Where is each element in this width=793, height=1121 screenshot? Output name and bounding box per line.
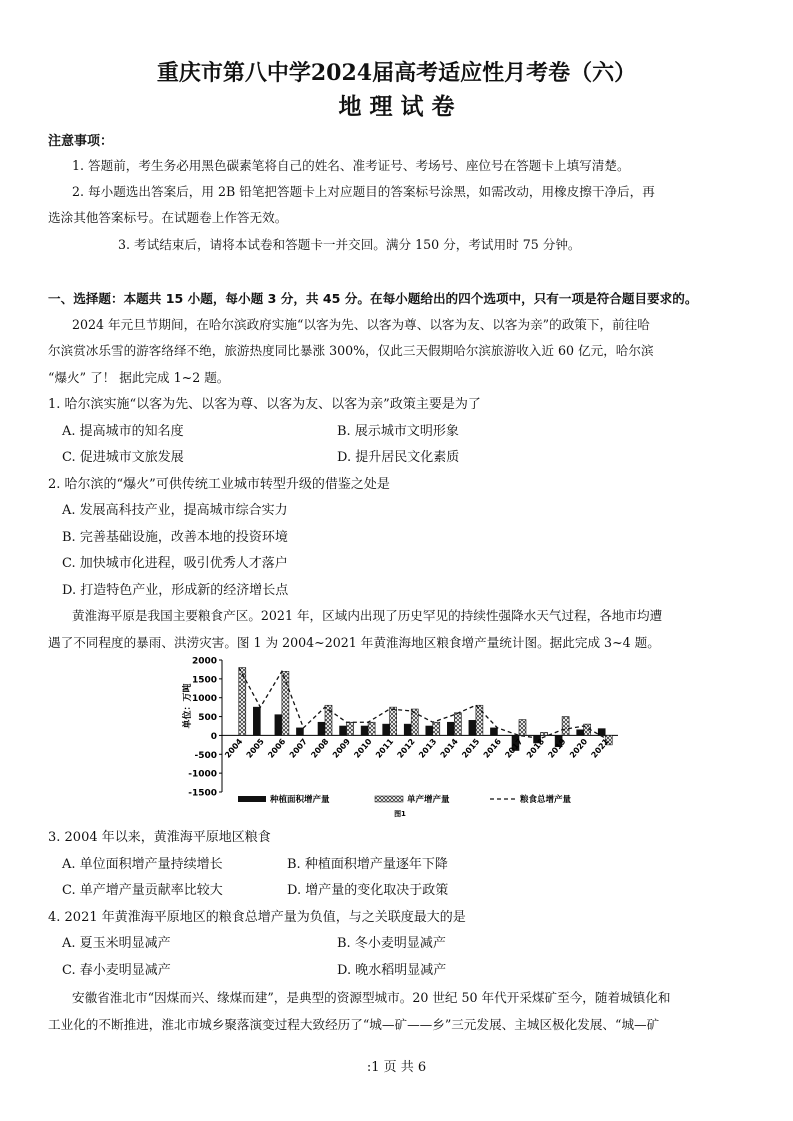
total-line: [239, 668, 605, 739]
notes-heading: 注意事项：: [48, 134, 114, 149]
passage-line: 黄淮海平原是我国主要粮食产区。2021 年，区域内出现了历史罕见的持续性强降水天气过程，各地市均遭: [72, 608, 663, 623]
passage-line: 尔滨赏冰乐雪的游客络绎不绝，旅游热度同比暴涨 300%，仅此三天假期哈尔滨旅游收入近 60 亿元，哈尔滨: [48, 343, 654, 358]
note-item: 选涂其他答案标号。在试题卷上作答无效。: [48, 210, 288, 225]
option-d: D. 增产量的变化取决于政策: [287, 883, 449, 898]
area-bar: [447, 722, 454, 735]
x-tick-label: 2020: [567, 736, 590, 760]
note-item: 3. 考试结束后，请将本试卷和答题卡一并交回。满分 150 分，考试用时 75 分钟。: [118, 237, 581, 252]
option-b: B. 冬小麦明显减产: [337, 936, 446, 951]
x-tick-label: 2010: [352, 736, 374, 760]
legend-label-yield: 单产增产量: [407, 795, 450, 805]
yield-bar: [562, 717, 569, 736]
y-tick-label: 2000: [191, 656, 217, 667]
area-bar: [383, 724, 390, 735]
x-tick-label: 2008: [309, 736, 331, 760]
x-tick-label: 2016: [481, 736, 503, 760]
x-tick-label: 2014: [438, 736, 460, 760]
page-title: 重庆市第八中学2024届高考适应性月考卷（六）: [156, 60, 637, 86]
question-stem: 1. 哈尔滨实施“以客为先、以客为尊、以客为友、以客为亲”政策主要是为了: [48, 397, 481, 412]
area-bar: [598, 729, 605, 736]
x-tick-label: 2005: [244, 736, 266, 760]
option-b: B. 种植面积增产量逐年下降: [287, 857, 448, 872]
note-item: 2. 每小题选出答案后，用 2B 铅笔把答题卡上对应题目的答案标号涂黑，如需改动，用橡皮擦干净后，再: [72, 184, 655, 199]
y-tick-label: 500: [198, 713, 217, 724]
question-stem: 3. 2004 年以来，黄淮海平原地区粮食: [48, 830, 271, 845]
yield-bar: [239, 668, 246, 736]
x-tick-label: 2004: [223, 736, 245, 760]
yield-bar: [433, 722, 440, 735]
yield-bar: [368, 722, 375, 735]
option-a: A. 提高城市的知名度: [62, 424, 184, 439]
section-heading: 一、选择题：本题共 15 小题，每小题 3 分，共 45 分。在每小题给出的四个选项中，只有一项是符合题目要求的。: [48, 291, 698, 306]
area-bar: [426, 726, 433, 735]
legend-label-area: 种植面积增产量: [270, 795, 330, 805]
yield-bar: [476, 705, 483, 735]
area-bar: [296, 728, 303, 736]
option-a: A. 发展高科技产业，提高城市综合实力: [62, 503, 288, 518]
option-b: B. 完善基础设施，改善本地的投资环境: [62, 530, 288, 545]
page-number: :1 页 共 6: [366, 1060, 427, 1075]
x-tick-label: 2019: [546, 736, 568, 760]
area-bar: [340, 726, 347, 735]
yield-bar: [347, 722, 354, 735]
passage-line: 工业化的不断推进，淮北市城乡聚落演变过程大致经历了“城—矿——乡”三元发展、主城区极化发展、“城—矿: [48, 1017, 660, 1032]
y-tick-label: -1500: [188, 788, 217, 799]
y-axis-label: 单位：万吨: [183, 683, 193, 729]
note-item: 1. 答题前，考生务必用黑色碳素笔将自己的姓名、准考证号、考场号、座位号在答题卡上填写清楚。: [72, 158, 630, 173]
y-tick-label: -1000: [188, 769, 217, 780]
x-tick-label: 2015: [460, 736, 482, 760]
x-tick-label: 2021: [589, 736, 611, 760]
passage-line: “爆火” 了！ 据此完成 1~2 题。: [48, 370, 230, 385]
x-tick-label: 2011: [373, 736, 396, 760]
option-d: D. 提升居民文化素质: [337, 450, 460, 465]
x-tick-label: 2018: [524, 736, 547, 760]
y-tick-label: -500: [194, 750, 217, 761]
area-bar: [404, 724, 411, 735]
yield-bar: [541, 732, 548, 735]
area-bar: [490, 728, 497, 736]
question-stem: 2. 哈尔滨的“爆火”可供传统工业城市转型升级的借鉴之处是: [48, 477, 390, 492]
option-c: C. 加快城市化进程，吸引优秀人才落户: [62, 556, 288, 571]
yield-bar: [282, 671, 289, 735]
area-bar: [318, 722, 325, 735]
legend-swatch-yield: [375, 796, 403, 802]
grain-yield-chart: [180, 650, 620, 820]
legend-label-total: 粮食总增产量: [520, 795, 572, 805]
option-c: C. 促进城市文旅发展: [62, 450, 184, 465]
yield-bar: [519, 720, 526, 736]
chart-caption: 图1: [394, 810, 406, 818]
passage-line: 遇了不同程度的暴雨、洪涝灾害。图 1 为 2004~2021 年黄淮海地区粮食增产量统计图。据此完成 3~4 题。: [48, 635, 660, 650]
option-d: D. 打造特色产业，形成新的经济增长点: [62, 583, 289, 598]
page-subtitle: 地 理 试 卷: [338, 93, 455, 120]
option-b: B. 展示城市文明形象: [337, 424, 459, 439]
area-bar: [469, 720, 476, 735]
passage-line: 2024 年元旦节期间，在哈尔滨政府实施“以客为先、以客为尊、以客为友、以客为亲”的政策下，前往哈: [72, 317, 650, 332]
question-stem: 4. 2021 年黄淮海平原地区的粮食总增产量为负值，与之关联度最大的是: [48, 910, 466, 925]
passage-line: 安徽省淮北市“因煤而兴、缘煤而建”，是典型的资源型城市。20 世纪 50 年代开采煤矿至今，随着城镇化和: [72, 990, 671, 1005]
yield-bar: [390, 707, 397, 735]
area-bar: [275, 715, 282, 736]
option-c: C. 春小麦明显减产: [62, 963, 171, 978]
area-bar: [577, 730, 584, 736]
x-tick-label: 2007: [287, 736, 309, 760]
y-tick-label: 1000: [191, 694, 217, 705]
x-tick-label: 2009: [330, 736, 353, 760]
x-tick-label: 2013: [417, 736, 439, 760]
area-bar: [361, 726, 368, 735]
y-tick-label: 0: [210, 731, 217, 742]
option-a: A. 夏玉米明显减产: [62, 936, 171, 951]
option-a: A. 单位面积增产量持续增长: [62, 857, 223, 872]
area-bar: [253, 707, 260, 735]
x-tick-label: 2017: [503, 736, 525, 760]
yield-bar: [454, 713, 461, 736]
yield-bar: [325, 705, 332, 735]
x-tick-label: 2012: [395, 736, 417, 760]
x-tick-label: 2006: [266, 736, 288, 760]
y-tick-label: 1500: [191, 675, 217, 686]
option-c: C. 单产增产量贡献率比较大: [62, 883, 223, 898]
legend-swatch-area: [238, 796, 266, 802]
option-d: D. 晚水稻明显减产: [337, 963, 447, 978]
